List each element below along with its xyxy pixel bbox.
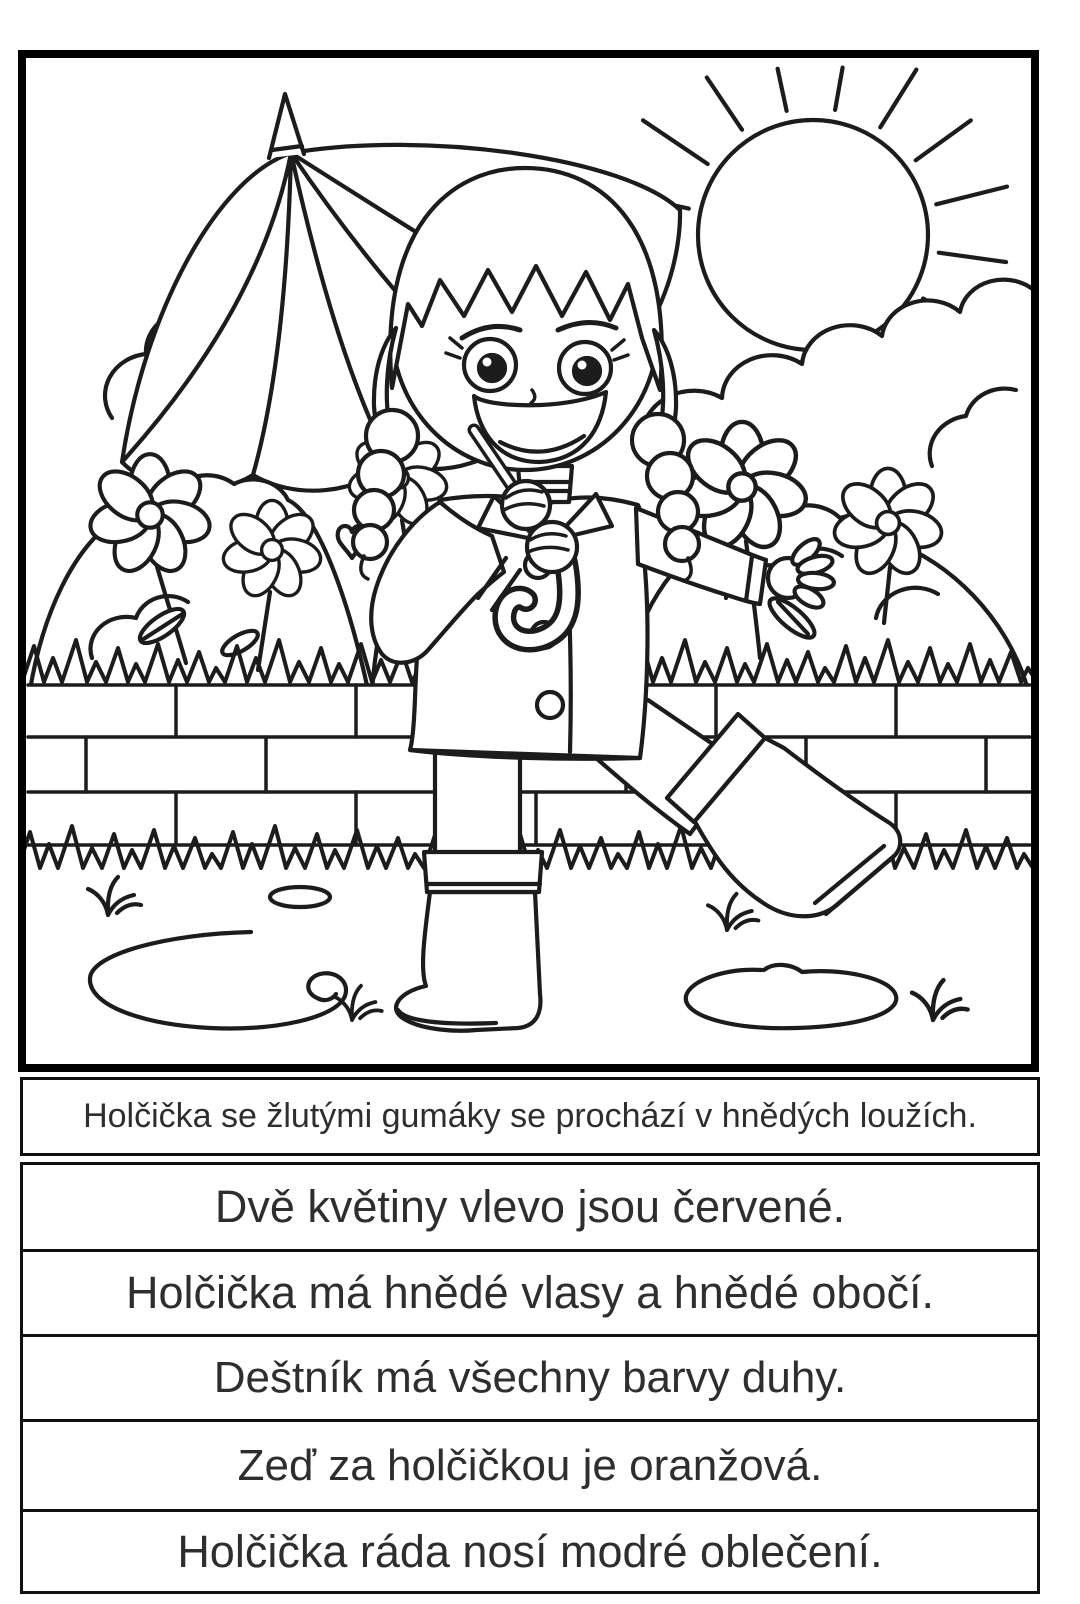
instruction-row xyxy=(20,1249,1040,1337)
instruction-text: Holčička má hnědé vlasy a hnědé obočí. xyxy=(126,1267,934,1318)
umbrella-tip xyxy=(269,94,304,158)
instruction-row xyxy=(20,1162,1040,1252)
coloring-picture-frame xyxy=(18,50,1039,1072)
instruction-row xyxy=(20,1077,1040,1156)
instruction-text: Holčička se žlutými gumáky se prochází v hnědých loužích. xyxy=(83,1097,977,1135)
instruction-row xyxy=(20,1334,1040,1422)
instruction-text: Holčička ráda nosí modré oblečení. xyxy=(177,1525,883,1577)
instruction-text: Dvě květiny vlevo jsou červené. xyxy=(214,1181,846,1232)
instruction-text: Zeď za holčičkou je oranžová. xyxy=(237,1440,823,1490)
instruction-text: Deštník má všechny barvy duhy. xyxy=(213,1353,847,1402)
instruction-list xyxy=(20,1077,1040,1594)
instruction-row xyxy=(20,1509,1040,1594)
left-boot xyxy=(396,852,542,1031)
instruction-row xyxy=(20,1419,1040,1512)
coloring-illustration xyxy=(26,58,1031,1064)
button xyxy=(537,692,563,718)
